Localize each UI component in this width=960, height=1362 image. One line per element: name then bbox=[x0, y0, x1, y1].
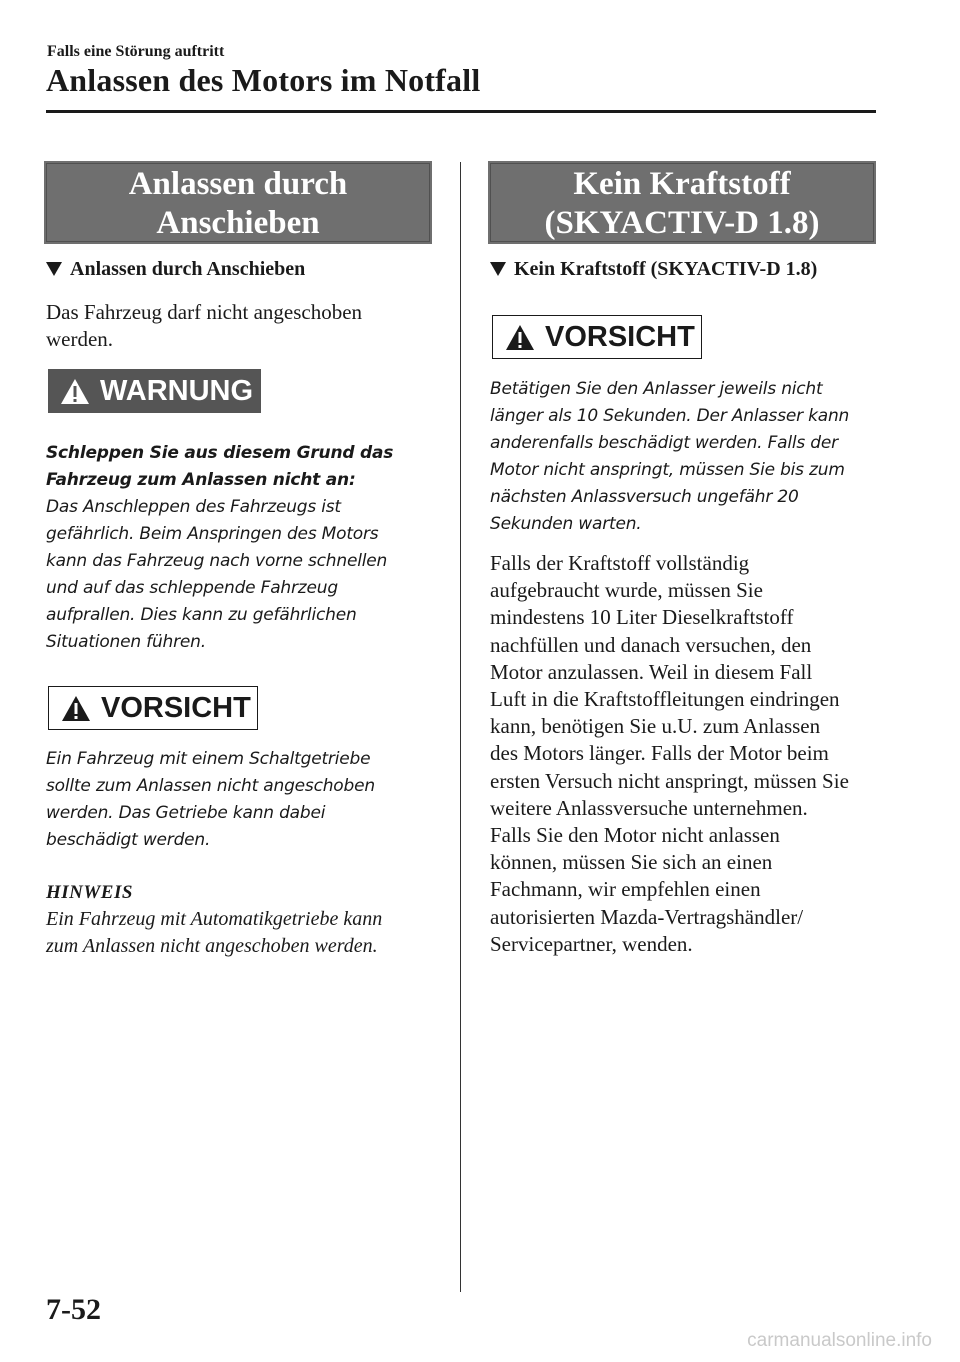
column-divider bbox=[460, 162, 461, 1292]
caution-text-line: beschädigt werden. bbox=[46, 830, 211, 850]
warning-label-text: WARNUNG bbox=[100, 374, 254, 407]
caution-text-line: Betätigen Sie den Anlasser jeweils nicht bbox=[490, 379, 823, 399]
warning-text-line: gefährlich. Beim Anspringen des Motors bbox=[46, 524, 379, 544]
subsection-heading-text: Kein Kraftstoff (SKYACTIV-D 1.8) bbox=[514, 258, 818, 280]
intro-paragraph bbox=[46, 299, 362, 353]
text-line: aufgebraucht wurde, müssen Sie bbox=[490, 578, 763, 603]
caution-triangle-icon bbox=[505, 324, 535, 351]
note-text-line: Ein Fahrzeug mit Automatikgetriebe kann bbox=[46, 908, 383, 930]
text-line: ersten Versuch nicht anspringt, müssen Sie bbox=[490, 768, 849, 793]
caution-text bbox=[46, 746, 446, 854]
text-line: Falls Sie den Motor nicht anlassen bbox=[490, 823, 780, 848]
text-line: weitere Anlassversuche unternehmen. bbox=[490, 795, 808, 820]
caution-text bbox=[490, 376, 890, 538]
text-line: Fachmann, wir empfehlen einen bbox=[490, 877, 761, 902]
warning-text-bold-line: Fahrzeug zum Anlassen nicht an: bbox=[46, 470, 356, 490]
section-box-anschieben bbox=[44, 161, 432, 244]
text-line: nachfüllen und danach versuchen, den bbox=[490, 632, 812, 657]
section-box-line1: Kein Kraftstoff bbox=[573, 166, 791, 202]
section-box-line2: Anschieben bbox=[156, 205, 320, 241]
caution-text-line: werden. Das Getriebe kann dabei bbox=[46, 803, 326, 823]
text-line: Luft in die Kraftstoffleitungen eindringen bbox=[490, 687, 840, 712]
caution-triangle-icon bbox=[61, 695, 91, 722]
triangle-bullet-icon bbox=[490, 262, 506, 276]
page-title: Anlassen des Motors im Notfall bbox=[46, 62, 481, 98]
triangle-bullet-icon bbox=[46, 262, 62, 276]
subsection-heading-text: Anlassen durch Anschieben bbox=[70, 258, 306, 280]
text-line: Servicepartner, wenden. bbox=[490, 931, 693, 956]
caution-label-text: VORSICHT bbox=[545, 320, 695, 353]
text-line: Falls der Kraftstoff vollständig bbox=[490, 551, 750, 575]
warning-text-line: Situationen führen. bbox=[46, 632, 206, 652]
text-line: kann, benötigen Sie u.U. zum Anlassen bbox=[490, 714, 821, 739]
text-line: Das Fahrzeug darf nicht angeschoben bbox=[46, 300, 363, 324]
caution-text-line: Motor nicht anspringt, müssen Sie bis zum bbox=[490, 460, 845, 480]
caution-label-text: VORSICHT bbox=[101, 691, 251, 724]
text-line: Motor anzulassen. Weil in diesem Fall bbox=[490, 659, 813, 684]
subsection-heading bbox=[46, 258, 305, 281]
section-box-line1: Anlassen durch bbox=[128, 166, 348, 202]
caution-text-line: Ein Fahrzeug mit einem Schaltgetriebe bbox=[46, 749, 371, 769]
caution-text-line: länger als 10 Sekunden. Der Anlasser kann bbox=[490, 406, 850, 426]
page-number: 7-52 bbox=[46, 1293, 101, 1326]
caution-text-line: sollte zum Anlassen nicht angeschoben bbox=[46, 776, 375, 796]
caution-label bbox=[492, 315, 702, 359]
text-line: mindestens 10 Liter Dieselkraftstoff bbox=[490, 605, 794, 630]
warning-text-line: Das Anschleppen des Fahrzeugs ist bbox=[46, 497, 341, 517]
chapter-label: Falls eine Störung auftritt bbox=[47, 43, 225, 60]
warning-text-line: und auf das schleppende Fahrzeug bbox=[46, 578, 338, 598]
warning-triangle-icon bbox=[60, 378, 90, 405]
header-rule bbox=[46, 110, 876, 113]
note-text-line: zum Anlassen nicht angeschoben werden. bbox=[46, 935, 378, 957]
warning-text-bold-line: Schleppen Sie aus diesem Grund das bbox=[46, 443, 394, 463]
watermark: carmanualsonline.info bbox=[747, 1330, 932, 1351]
body-paragraph bbox=[490, 550, 890, 958]
section-box-line2: (SKYACTIV-D 1.8) bbox=[544, 205, 820, 241]
text-line: werden. bbox=[46, 327, 114, 352]
text-line: des Motors länger. Falls der Motor beim bbox=[490, 741, 829, 766]
text-line: können, müssen Sie sich an einen bbox=[490, 850, 773, 875]
warning-text-line: kann das Fahrzeug nach vorne schnellen bbox=[46, 551, 388, 571]
section-box-kein-kraftstoff bbox=[488, 161, 876, 244]
text-line: autorisierten Mazda-Vertragshändler/ bbox=[490, 904, 804, 929]
caution-label bbox=[48, 686, 258, 730]
note-title: HINWEIS bbox=[46, 882, 133, 903]
caution-text-line: nächsten Anlassversuch ungefähr 20 bbox=[490, 487, 799, 507]
subsection-heading bbox=[490, 258, 817, 281]
caution-text-line: anderenfalls beschädigt werden. Falls der bbox=[490, 433, 838, 453]
warning-text-line: aufprallen. Dies kann zu gefährlichen bbox=[46, 605, 357, 625]
warning-text bbox=[46, 440, 446, 656]
warning-label bbox=[48, 369, 261, 413]
caution-text-line: Sekunden warten. bbox=[490, 514, 642, 534]
note-text bbox=[46, 906, 382, 960]
